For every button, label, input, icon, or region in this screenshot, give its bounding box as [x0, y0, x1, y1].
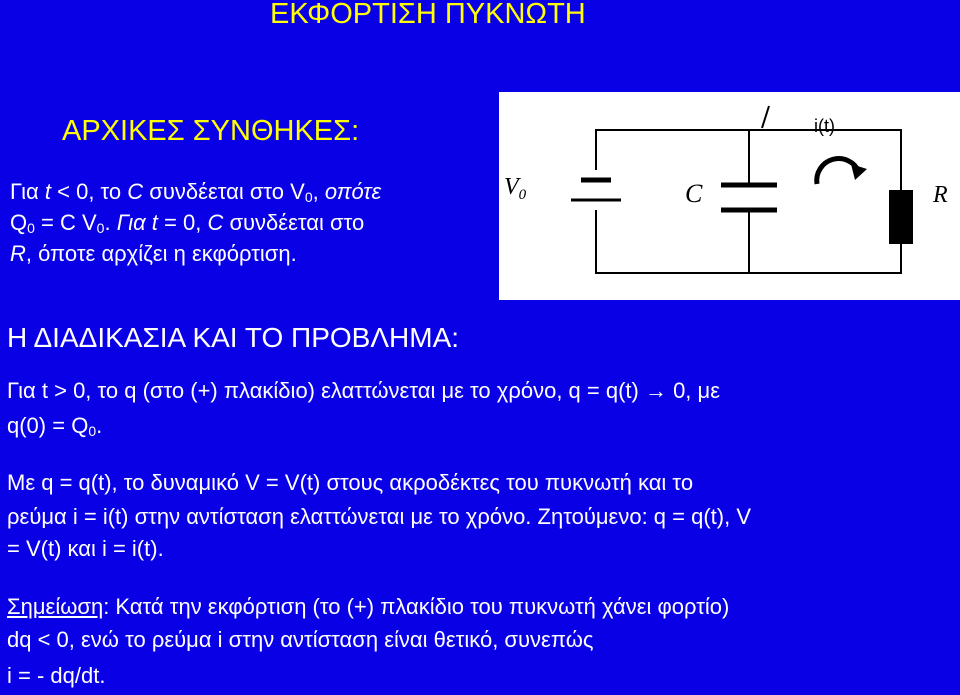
process-p1-line-1: Για t > 0, το q (στο (+) πλακίδιο) ελαττώνεται με το χρόνο, q = q(t) → 0, με — [7, 378, 721, 403]
note-label: Σημείωση — [7, 594, 104, 619]
current-arrowhead-icon — [851, 164, 867, 180]
initial-line-1: Για t < 0, το C συνδέεται στο $V_0$, οπότε — [10, 179, 382, 205]
c-label: C — [685, 179, 703, 208]
current-label: i(t) — [814, 116, 835, 136]
circuit-diagram — [499, 92, 960, 300]
initial-conditions-heading: ΑΡΧΙΚΕΣ ΣΥΝΘΗΚΕΣ: — [62, 115, 360, 147]
initial-line-3: R, όποτε αρχίζει η εκφόρτιση. — [10, 241, 297, 266]
process-p1-line-2: $q(0) = Q_0$. — [7, 413, 103, 439]
battery-symbol — [571, 180, 621, 200]
page-title: ΕΚΦΟΡΤΙΣΗ ΠΥΚΝΩΤΗ — [270, 0, 586, 30]
switch-symbol — [762, 106, 769, 128]
note-line-1: Σημείωση: Κατά την εκφόρτιση (το (+) πλακίδιο του πυκνωτή χάνει φορτίο) — [7, 594, 730, 619]
v0-label: $V_0$ — [504, 174, 527, 203]
circuit-wires — [596, 130, 901, 273]
note-line-2: dq < 0, ενώ το ρεύμα i στην αντίσταση είναι θετικό, συνεπώς — [7, 627, 594, 652]
note-line-3: i = - dq/dt. — [7, 663, 106, 688]
resistor-symbol — [889, 190, 913, 244]
r-label: R — [933, 182, 948, 208]
initial-line-2: $Q_0 = C$ $V_0$. Για t = 0, C συνδέεται στο — [10, 210, 365, 236]
process-p2-line-1: Με q = q(t), το δυναμικό V = V(t) στους ακροδέκτες του πυκνωτή και το — [7, 470, 694, 495]
process-heading: Η ΔΙΑΔΙΚΑΣΙΑ ΚΑΙ ΤΟ ΠΡΟΒΛΗΜΑ: — [7, 322, 460, 353]
process-p2-line-3: = V(t) και i = i(t). — [7, 536, 164, 561]
current-arrow-icon — [817, 159, 859, 184]
process-p2-line-2: ρεύμα i = i(t) στην αντίσταση ελαττώνεται με το χρόνο. Ζητούμενο: q = q(t), V — [7, 504, 751, 529]
capacitor-symbol — [721, 185, 777, 210]
